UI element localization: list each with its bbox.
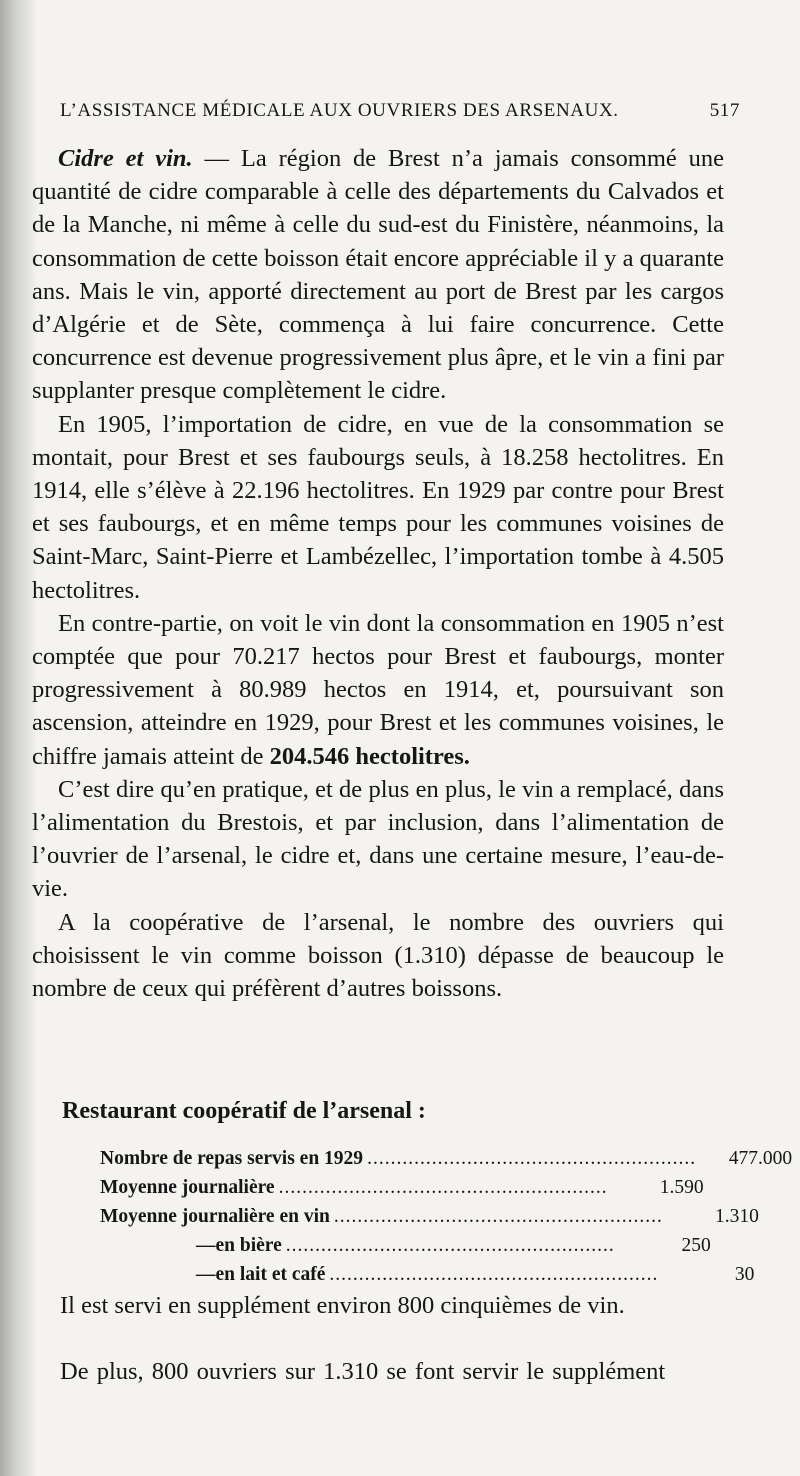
paragraph-text: En contre-partie, on voit le vin dont la consommation en 1905 n’est comptée que pour 70.217 hectos pour Brest et faubourgs, monter progressivement à 80.989 hectos en 1914, et, poursuivant son ascension, atteindre en 1929, pour Brest et les communes voisines, le chiffre jamais atteint de [32, 609, 724, 770]
table-row [100, 1148, 793, 1177]
restaurant-table [100, 1148, 793, 1293]
table-row [100, 1264, 755, 1293]
row-label: en bière [215, 1235, 282, 1256]
ditto-dash: — [196, 1264, 216, 1285]
closing-line-supplement: Il est servi en supplément environ 800 cinquièmes de vin. [60, 1292, 625, 1319]
dot-leader: ........................................................ [333, 1206, 663, 1227]
paragraph-contre-partie [32, 607, 724, 773]
row-value: 30 [734, 1264, 755, 1285]
dot-leader: ........................................................ [285, 1235, 615, 1256]
ditto-dash: — [196, 1235, 216, 1256]
paragraph-cidre-et-vin [32, 142, 724, 408]
page-number: 517 [709, 100, 740, 121]
dot-leader: ........................................................ [278, 1177, 608, 1198]
running-header [60, 100, 740, 122]
dot-leader: ........................................................ [367, 1148, 697, 1169]
paragraph-lead: Cidre et vin. [58, 145, 193, 172]
restaurant-heading: Restaurant coopératif de l’arsenal : [62, 1098, 426, 1124]
body-text [32, 142, 724, 1005]
table-row [100, 1177, 704, 1206]
table-row [100, 1235, 711, 1264]
row-label: Nombre de repas servis en 1929 [100, 1148, 364, 1169]
table-row [100, 1206, 759, 1235]
dot-leader: ........................................................ [329, 1264, 659, 1285]
paragraph-pratique: C’est dire qu’en pratique, et de plus en plus, le vin a remplacé, dans l’alimentation du Brestois, et par inclusion, dans l’alimentation de l’ouvrier de l’arsenal, le cidre et, dans une certaine mesure, l’eau-de-vie. [32, 775, 724, 903]
paragraph-text: — La région de Brest n’a jamais consommé une quantité de cidre comparable à celle des départements du Calvados et de la Manche, ni même à celle du sud-est du Finistère, néanmoins, la consommation de cette boisson était encore appréciable il y a quarante ans. Mais le vin, apporté directement au port de Brest par les cargos d’Algérie et de Sète, commença à lui faire concurrence. Cette concurrence est devenue progressivement plus âpre, et le vin a fini par supplanter presque complètement le cidre. [32, 145, 724, 405]
paragraph-cooperative: A la coopérative de l’arsenal, le nombre des ouvriers qui choisissent le vin comme boisson (1.310) dépasse de beaucoup le nombre de ceux qui préfèrent d’autres boissons. [32, 908, 724, 1003]
row-value: 250 [681, 1235, 711, 1256]
closing-line-ouvriers: De plus, 800 ouvriers sur 1.310 se font servir le supplément [60, 1358, 666, 1385]
row-label: Moyenne journalière [100, 1177, 275, 1198]
row-value: 477.000 [728, 1148, 793, 1169]
row-label: en lait et café [215, 1264, 326, 1285]
running-header-title: L’ASSISTANCE MÉDICALE AUX OUVRIERS DES ARSENAUX. [60, 100, 619, 121]
row-value: 1.310 [714, 1206, 759, 1227]
paragraph-importation-cidre: En 1905, l’importation de cidre, en vue de la consommation se montait, pour Brest et ses faubourgs seuls, à 18.258 hectolitres. En 1914, elle s’élève à 22.196 hectolitres. En 1929 par contre pour Brest et ses faubourgs, et en même temps pour les communes voisines de Saint-Marc, Saint-Pierre et Lambézellec, l’importation tombe à 4.505 hectolitres. [32, 410, 724, 604]
row-label: Moyenne journalière en vin [100, 1206, 330, 1227]
paragraph-bold-figure: 204.546 hectolitres. [269, 742, 470, 770]
row-value: 1.590 [659, 1177, 704, 1198]
